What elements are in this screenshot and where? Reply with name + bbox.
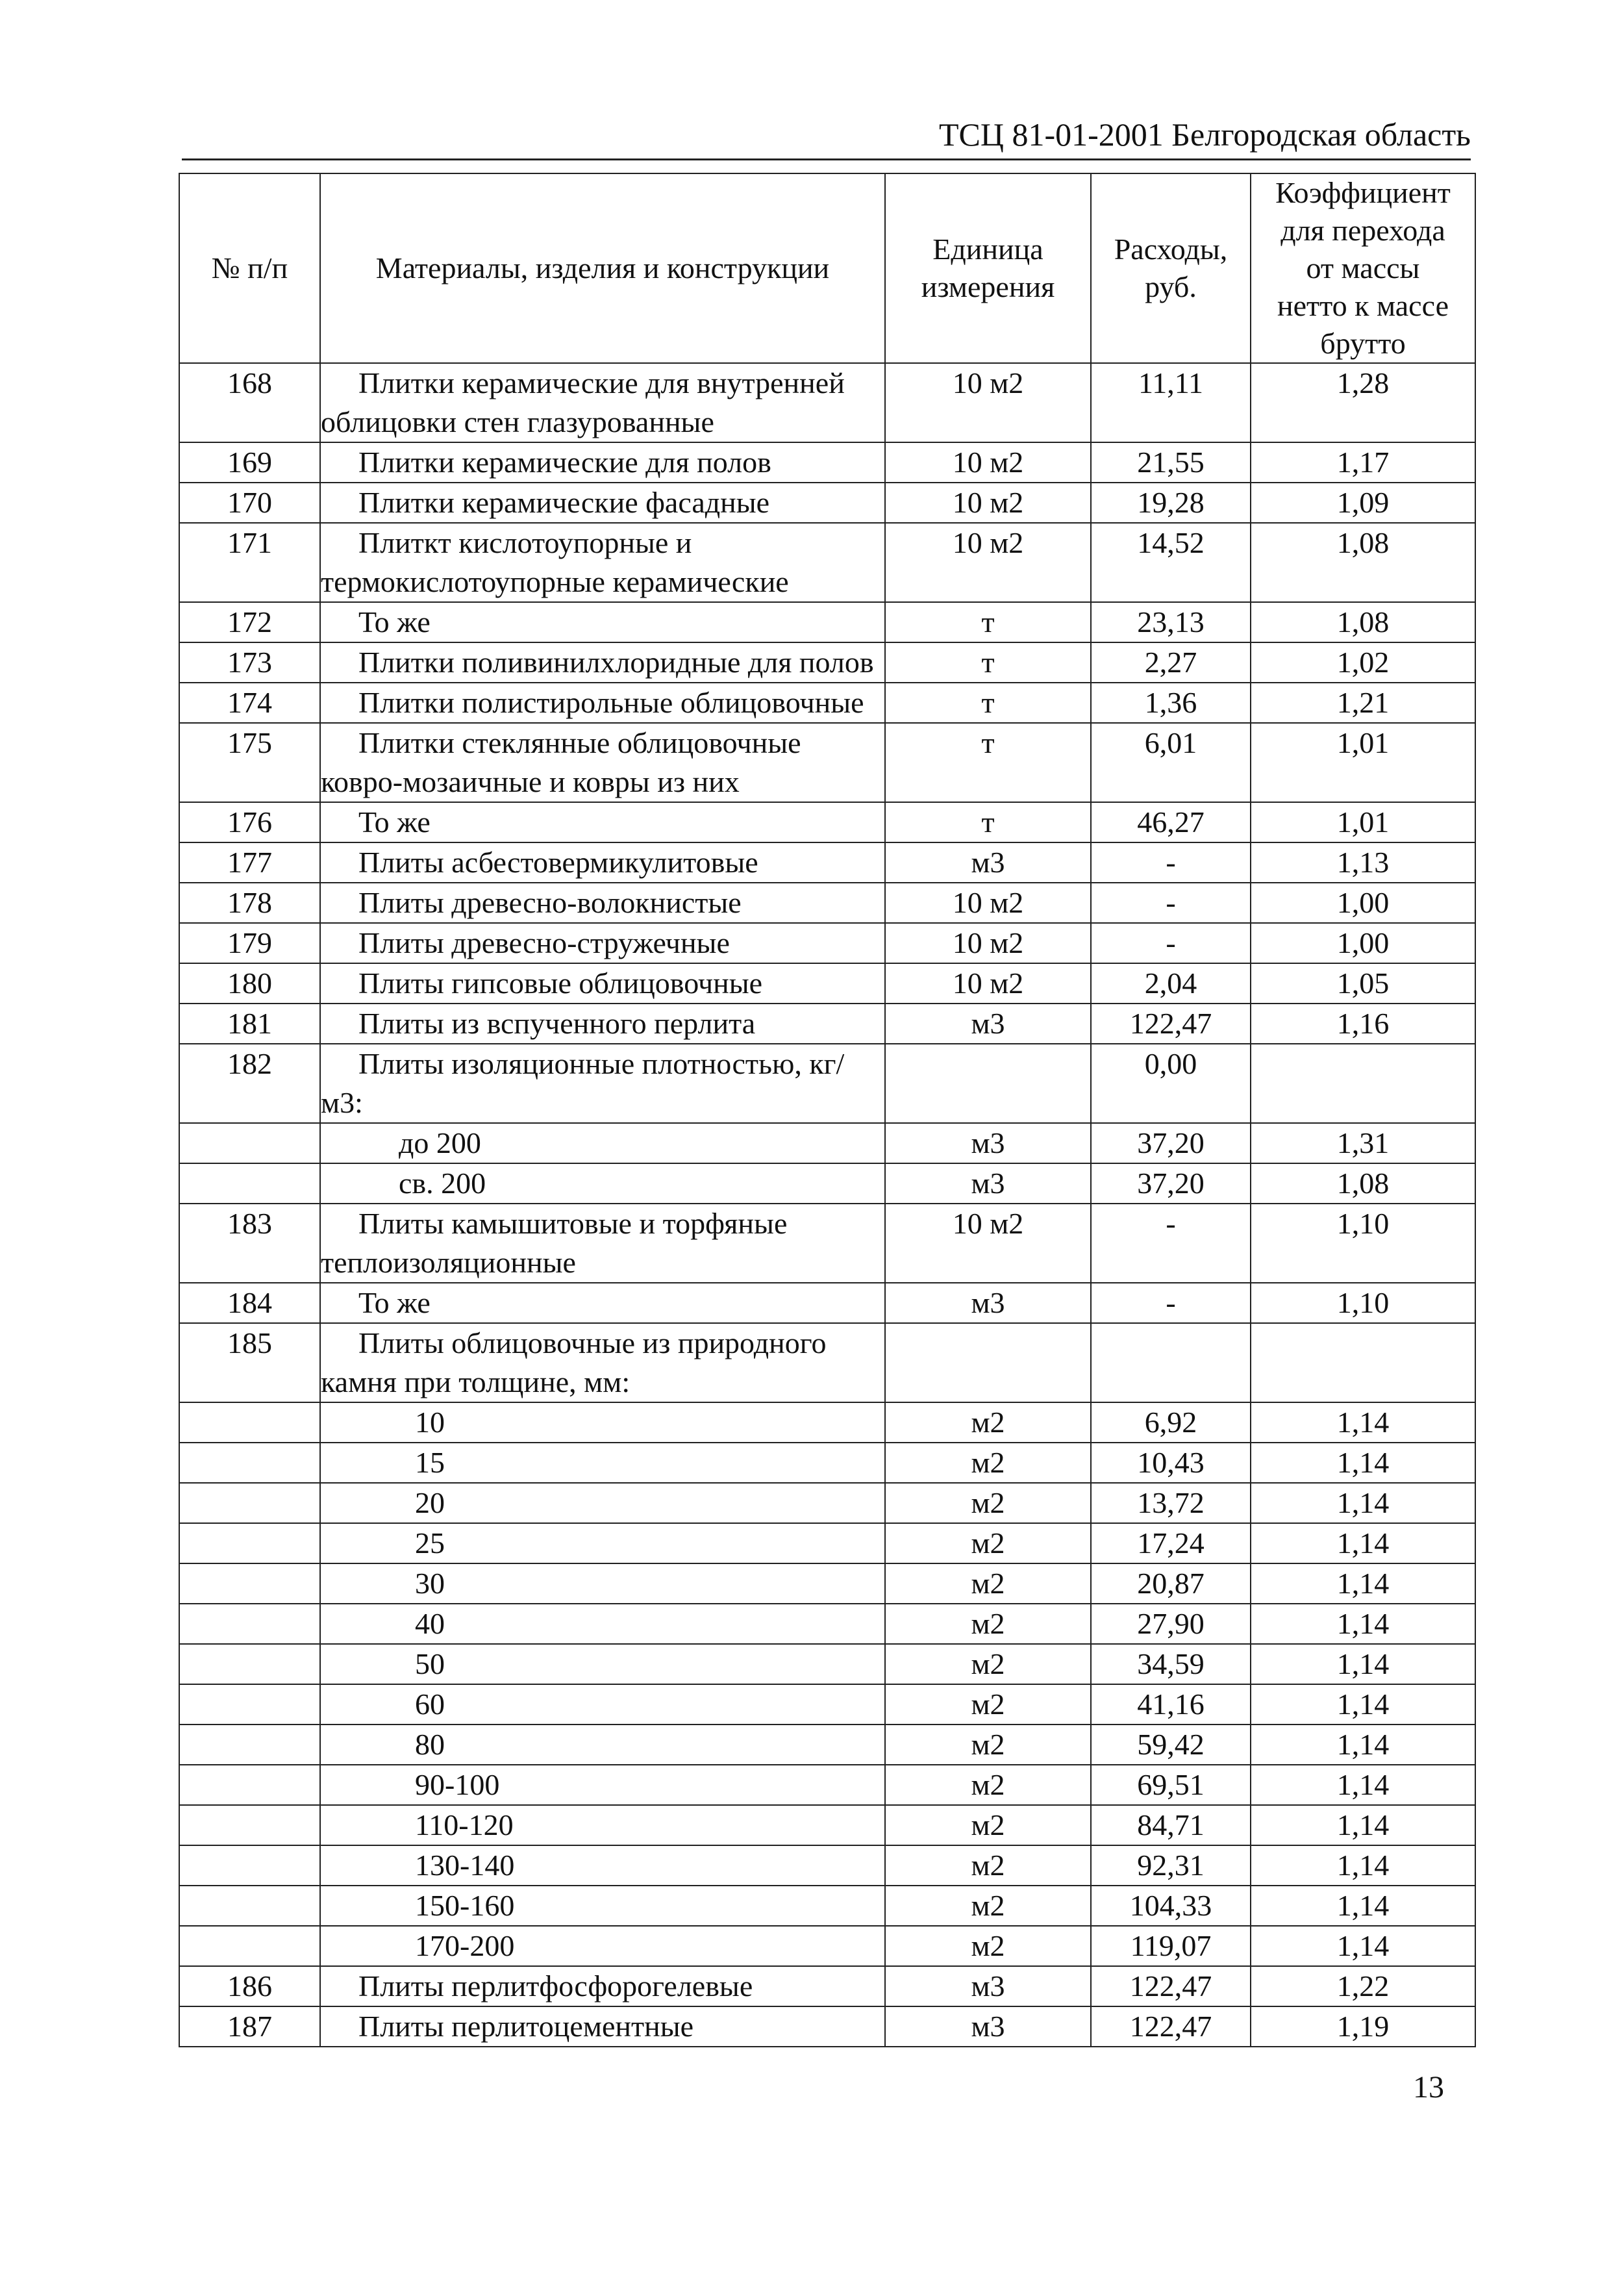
coefficient-cell: 1,28 [1251, 363, 1475, 442]
coefficient-cell: 1,08 [1251, 1163, 1475, 1204]
cost-cell: 46,27 [1091, 802, 1251, 842]
material-name [320, 2006, 885, 2047]
material-name [320, 1523, 885, 1563]
material-name-text: Плиткт кислотоупорные и термокислотоупорные керамические [321, 526, 789, 598]
material-name-text: Плиты изоляционные плотностью, кг/м3: [321, 1047, 845, 1119]
coefficient-cell: 1,19 [1251, 2006, 1475, 2047]
row-number: 187 [179, 2006, 320, 2047]
table-row [179, 1805, 1475, 1845]
cost-cell: 21,55 [1091, 442, 1251, 483]
row-number [179, 1886, 320, 1926]
unit-cell: т [885, 642, 1091, 683]
coefficient-cell: 1,02 [1251, 642, 1475, 683]
material-name-text: Плитки полистирольные облицовочные [358, 686, 864, 719]
material-name [320, 883, 885, 923]
unit-cell: м3 [885, 1163, 1091, 1204]
unit-cell: т [885, 602, 1091, 642]
material-name-text: 110-120 [415, 1808, 514, 1841]
material-name-text: Плитки керамические для внутренней облицовки стен глазурованные [321, 366, 845, 438]
coefficient-cell: 1,31 [1251, 1123, 1475, 1163]
row-number [179, 1926, 320, 1966]
coefficient-cell: 1,16 [1251, 1004, 1475, 1044]
material-name [320, 1163, 885, 1204]
table-row [179, 923, 1475, 963]
material-name [320, 363, 885, 442]
material-name-text: Плиты гипсовые облицовочные [358, 967, 763, 1000]
unit-cell: м2 [885, 1644, 1091, 1684]
cost-cell: 92,31 [1091, 1845, 1251, 1886]
unit-cell: м2 [885, 1886, 1091, 1926]
row-number [179, 1123, 320, 1163]
unit-cell: 10 м2 [885, 442, 1091, 483]
material-name-text: 10 [415, 1406, 445, 1439]
material-name [320, 483, 885, 523]
cost-cell [1091, 1323, 1251, 1402]
row-number [179, 1684, 320, 1725]
unit-cell: 10 м2 [885, 923, 1091, 963]
material-name [320, 1966, 885, 2006]
material-name-text: Плитки стеклянные облицовочные ковро-мозаичные и ковры из них [321, 726, 801, 798]
cost-cell: 20,87 [1091, 1563, 1251, 1604]
row-number [179, 1725, 320, 1765]
row-number: 186 [179, 1966, 320, 2006]
column-header-unit: Единица измерения [885, 173, 1091, 363]
table-row [179, 1044, 1475, 1123]
material-name [320, 923, 885, 963]
row-number [179, 1443, 320, 1483]
material-name [320, 1684, 885, 1725]
header-title: ТСЦ 81-01-2001 Белгородская область [938, 116, 1471, 153]
row-number [179, 1604, 320, 1644]
table-row [179, 683, 1475, 723]
table-row [179, 883, 1475, 923]
table-row [179, 1123, 1475, 1163]
material-name [320, 1483, 885, 1523]
material-name-text: Плиты перлитфосфорогелевые [358, 1969, 753, 2003]
row-number: 169 [179, 442, 320, 483]
material-name [320, 1845, 885, 1886]
coefficient-cell: 1,08 [1251, 602, 1475, 642]
row-number: 178 [179, 883, 320, 923]
table-row [179, 523, 1475, 602]
material-name [320, 1805, 885, 1845]
table-row [179, 642, 1475, 683]
column-header-cost: Расходы, руб. [1091, 173, 1251, 363]
row-number: 185 [179, 1323, 320, 1402]
cost-cell: 34,59 [1091, 1644, 1251, 1684]
table-header-row [179, 173, 1475, 363]
row-number: 173 [179, 642, 320, 683]
material-name-text: 40 [415, 1607, 445, 1640]
coefficient-cell: 1,05 [1251, 963, 1475, 1004]
cost-cell: 122,47 [1091, 1966, 1251, 2006]
material-name [320, 1563, 885, 1604]
table-row [179, 1966, 1475, 2006]
table-row [179, 1443, 1475, 1483]
cost-cell: 27,90 [1091, 1604, 1251, 1644]
cost-cell: 122,47 [1091, 2006, 1251, 2047]
material-name [320, 1402, 885, 1443]
cost-cell: 2,04 [1091, 963, 1251, 1004]
material-name-text: Плитки керамические для полов [358, 446, 771, 479]
table-row [179, 723, 1475, 802]
coefficient-cell: 1,22 [1251, 1966, 1475, 2006]
material-name [320, 523, 885, 602]
row-number [179, 1563, 320, 1604]
material-name [320, 802, 885, 842]
materials-table [179, 173, 1476, 2047]
material-name-text: 80 [415, 1728, 445, 1761]
material-name-text: Плитки поливинилхлоридные для полов [358, 646, 874, 679]
cost-cell: 11,11 [1091, 363, 1251, 442]
cost-cell: 17,24 [1091, 1523, 1251, 1563]
row-number [179, 1163, 320, 1204]
table-row [179, 602, 1475, 642]
unit-cell: м3 [885, 1966, 1091, 2006]
table-row [179, 842, 1475, 883]
coefficient-cell: 1,00 [1251, 923, 1475, 963]
row-number: 177 [179, 842, 320, 883]
table-row [179, 802, 1475, 842]
page-number: 13 [1413, 2070, 1444, 2104]
cost-cell: 6,01 [1091, 723, 1251, 802]
table-row [179, 1845, 1475, 1886]
material-name [320, 642, 885, 683]
cost-cell: 10,43 [1091, 1443, 1251, 1483]
unit-cell: 10 м2 [885, 883, 1091, 923]
material-name [320, 1926, 885, 1966]
unit-cell: м2 [885, 1563, 1091, 1604]
material-name-text: Плитки керамические фасадные [358, 486, 770, 519]
table-row [179, 1926, 1475, 1966]
cost-cell: - [1091, 1204, 1251, 1283]
material-name [320, 442, 885, 483]
unit-cell: м3 [885, 1283, 1091, 1323]
unit-cell: м2 [885, 1765, 1091, 1805]
material-name [320, 1323, 885, 1402]
cost-cell: 37,20 [1091, 1123, 1251, 1163]
unit-cell: м3 [885, 842, 1091, 883]
row-number: 181 [179, 1004, 320, 1044]
material-name [320, 1443, 885, 1483]
material-name-text: 30 [415, 1567, 445, 1600]
table-row [179, 1204, 1475, 1283]
unit-cell: м2 [885, 1805, 1091, 1845]
table-row [179, 1004, 1475, 1044]
row-number: 175 [179, 723, 320, 802]
cost-cell: 104,33 [1091, 1886, 1251, 1926]
table-row [179, 1483, 1475, 1523]
coefficient-cell: 1,14 [1251, 1926, 1475, 1966]
material-name-text: до 200 [399, 1126, 481, 1159]
material-name [320, 842, 885, 883]
unit-cell: м2 [885, 1604, 1091, 1644]
row-number: 174 [179, 683, 320, 723]
coefficient-cell: 1,08 [1251, 523, 1475, 602]
coefficient-cell: 1,14 [1251, 1644, 1475, 1684]
material-name-text: Плиты перлитоцементные [358, 2010, 694, 2043]
unit-cell [885, 1323, 1091, 1402]
cost-cell: 59,42 [1091, 1725, 1251, 1765]
table-row [179, 1644, 1475, 1684]
coefficient-cell: 1,01 [1251, 723, 1475, 802]
row-number: 168 [179, 363, 320, 442]
unit-cell: м2 [885, 1926, 1091, 1966]
row-number [179, 1483, 320, 1523]
table-row [179, 483, 1475, 523]
coefficient-cell: 1,14 [1251, 1765, 1475, 1805]
unit-cell: 10 м2 [885, 523, 1091, 602]
unit-cell: т [885, 723, 1091, 802]
coefficient-cell: 1,14 [1251, 1725, 1475, 1765]
cost-cell: 122,47 [1091, 1004, 1251, 1044]
cost-cell: 19,28 [1091, 483, 1251, 523]
coefficient-cell: 1,10 [1251, 1204, 1475, 1283]
coefficient-cell: 1,14 [1251, 1483, 1475, 1523]
material-name-text: Плиты древесно-стружечные [358, 926, 730, 959]
row-number [179, 1805, 320, 1845]
column-header-coef: Коэффициент для перехода от массы нетто к массе брутто [1251, 173, 1475, 363]
coefficient-cell: 1,14 [1251, 1845, 1475, 1886]
material-name-text: 25 [415, 1526, 445, 1560]
table-row [179, 1323, 1475, 1402]
material-name [320, 1283, 885, 1323]
material-name-text: То же [358, 605, 431, 638]
table-row [179, 1604, 1475, 1644]
material-name [320, 1886, 885, 1926]
coefficient-cell: 1,14 [1251, 1563, 1475, 1604]
coefficient-cell: 1,10 [1251, 1283, 1475, 1323]
material-name-text: Плиты камышитовые и торфяные теплоизоляционные [321, 1207, 788, 1279]
unit-cell: м3 [885, 2006, 1091, 2047]
material-name-text: 15 [415, 1446, 445, 1479]
row-number: 182 [179, 1044, 320, 1123]
unit-cell: м2 [885, 1443, 1091, 1483]
material-name-text: То же [358, 805, 431, 839]
material-name [320, 1123, 885, 1163]
unit-cell: м2 [885, 1483, 1091, 1523]
material-name-text: 90-100 [415, 1768, 500, 1801]
coefficient-cell: 1,01 [1251, 802, 1475, 842]
coefficient-cell: 1,14 [1251, 1886, 1475, 1926]
cost-cell: - [1091, 842, 1251, 883]
material-name [320, 1644, 885, 1684]
row-number: 170 [179, 483, 320, 523]
unit-cell: 10 м2 [885, 483, 1091, 523]
coefficient-cell: 1,21 [1251, 683, 1475, 723]
material-name-text: Плиты из вспученного перлита [358, 1007, 756, 1040]
row-number [179, 1644, 320, 1684]
table-row [179, 1765, 1475, 1805]
coefficient-cell [1251, 1044, 1475, 1123]
material-name [320, 723, 885, 802]
cost-cell: 0,00 [1091, 1044, 1251, 1123]
material-name [320, 683, 885, 723]
table-row [179, 1402, 1475, 1443]
coefficient-cell: 1,13 [1251, 842, 1475, 883]
unit-cell: 10 м2 [885, 963, 1091, 1004]
material-name-text: 150-160 [415, 1889, 515, 1922]
unit-cell: м3 [885, 1004, 1091, 1044]
row-number [179, 1402, 320, 1443]
cost-cell: 119,07 [1091, 1926, 1251, 1966]
column-header-name: Материалы, изделия и конструкции [320, 173, 885, 363]
material-name-text: св. 200 [399, 1167, 486, 1200]
material-name-text: 50 [415, 1647, 445, 1680]
coefficient-cell: 1,14 [1251, 1443, 1475, 1483]
table-row [179, 442, 1475, 483]
material-name [320, 602, 885, 642]
coefficient-cell [1251, 1323, 1475, 1402]
table-row [179, 1163, 1475, 1204]
row-number [179, 1765, 320, 1805]
unit-cell: т [885, 683, 1091, 723]
row-number: 172 [179, 602, 320, 642]
material-name [320, 1204, 885, 1283]
cost-cell: 37,20 [1091, 1163, 1251, 1204]
unit-cell: 10 м2 [885, 363, 1091, 442]
row-number: 171 [179, 523, 320, 602]
unit-cell: м2 [885, 1684, 1091, 1725]
material-name [320, 1044, 885, 1123]
unit-cell: м2 [885, 1523, 1091, 1563]
material-name-text: Плиты древесно-волокнистые [358, 886, 742, 919]
table-row [179, 1563, 1475, 1604]
material-name-text: Плиты облицовочные из природного камня при толщине, мм: [321, 1326, 827, 1398]
unit-cell [885, 1044, 1091, 1123]
column-header-num: № п/п [179, 173, 320, 363]
material-name-text: 60 [415, 1687, 445, 1721]
row-number: 180 [179, 963, 320, 1004]
table-row [179, 1725, 1475, 1765]
table-row [179, 1283, 1475, 1323]
cost-cell: 41,16 [1091, 1684, 1251, 1725]
material-name-text: 130-140 [415, 1849, 515, 1882]
row-number: 184 [179, 1283, 320, 1323]
table-row [179, 1684, 1475, 1725]
table-row [179, 363, 1475, 442]
unit-cell: м2 [885, 1845, 1091, 1886]
coefficient-cell: 1,17 [1251, 442, 1475, 483]
coefficient-cell: 1,14 [1251, 1523, 1475, 1563]
cost-cell: 84,71 [1091, 1805, 1251, 1845]
unit-cell: 10 м2 [885, 1204, 1091, 1283]
cost-cell: 14,52 [1091, 523, 1251, 602]
row-number: 176 [179, 802, 320, 842]
row-number: 179 [179, 923, 320, 963]
table-row [179, 1523, 1475, 1563]
cost-cell: - [1091, 1283, 1251, 1323]
coefficient-cell: 1,14 [1251, 1604, 1475, 1644]
cost-cell: - [1091, 883, 1251, 923]
coefficient-cell: 1,14 [1251, 1805, 1475, 1845]
material-name-text: 20 [415, 1486, 445, 1519]
cost-cell: - [1091, 923, 1251, 963]
table-row [179, 2006, 1475, 2047]
coefficient-cell: 1,14 [1251, 1402, 1475, 1443]
unit-cell: м2 [885, 1725, 1091, 1765]
unit-cell: м3 [885, 1123, 1091, 1163]
material-name [320, 1725, 885, 1765]
material-name [320, 1004, 885, 1044]
material-name [320, 1765, 885, 1805]
cost-cell: 13,72 [1091, 1483, 1251, 1523]
material-name [320, 963, 885, 1004]
cost-cell: 2,27 [1091, 642, 1251, 683]
coefficient-cell: 1,09 [1251, 483, 1475, 523]
row-number [179, 1523, 320, 1563]
material-name-text: То же [358, 1286, 431, 1319]
coefficient-cell: 1,00 [1251, 883, 1475, 923]
material-name [320, 1604, 885, 1644]
row-number: 183 [179, 1204, 320, 1283]
table-row [179, 1886, 1475, 1926]
cost-cell: 69,51 [1091, 1765, 1251, 1805]
unit-cell: м2 [885, 1402, 1091, 1443]
unit-cell: т [885, 802, 1091, 842]
cost-cell: 23,13 [1091, 602, 1251, 642]
cost-cell: 1,36 [1091, 683, 1251, 723]
page-header [182, 112, 1471, 160]
material-name-text: Плиты асбестовермикулитовые [358, 846, 758, 879]
table-row [179, 963, 1475, 1004]
coefficient-cell: 1,14 [1251, 1684, 1475, 1725]
material-name-text: 170-200 [415, 1929, 515, 1962]
cost-cell: 6,92 [1091, 1402, 1251, 1443]
row-number [179, 1845, 320, 1886]
